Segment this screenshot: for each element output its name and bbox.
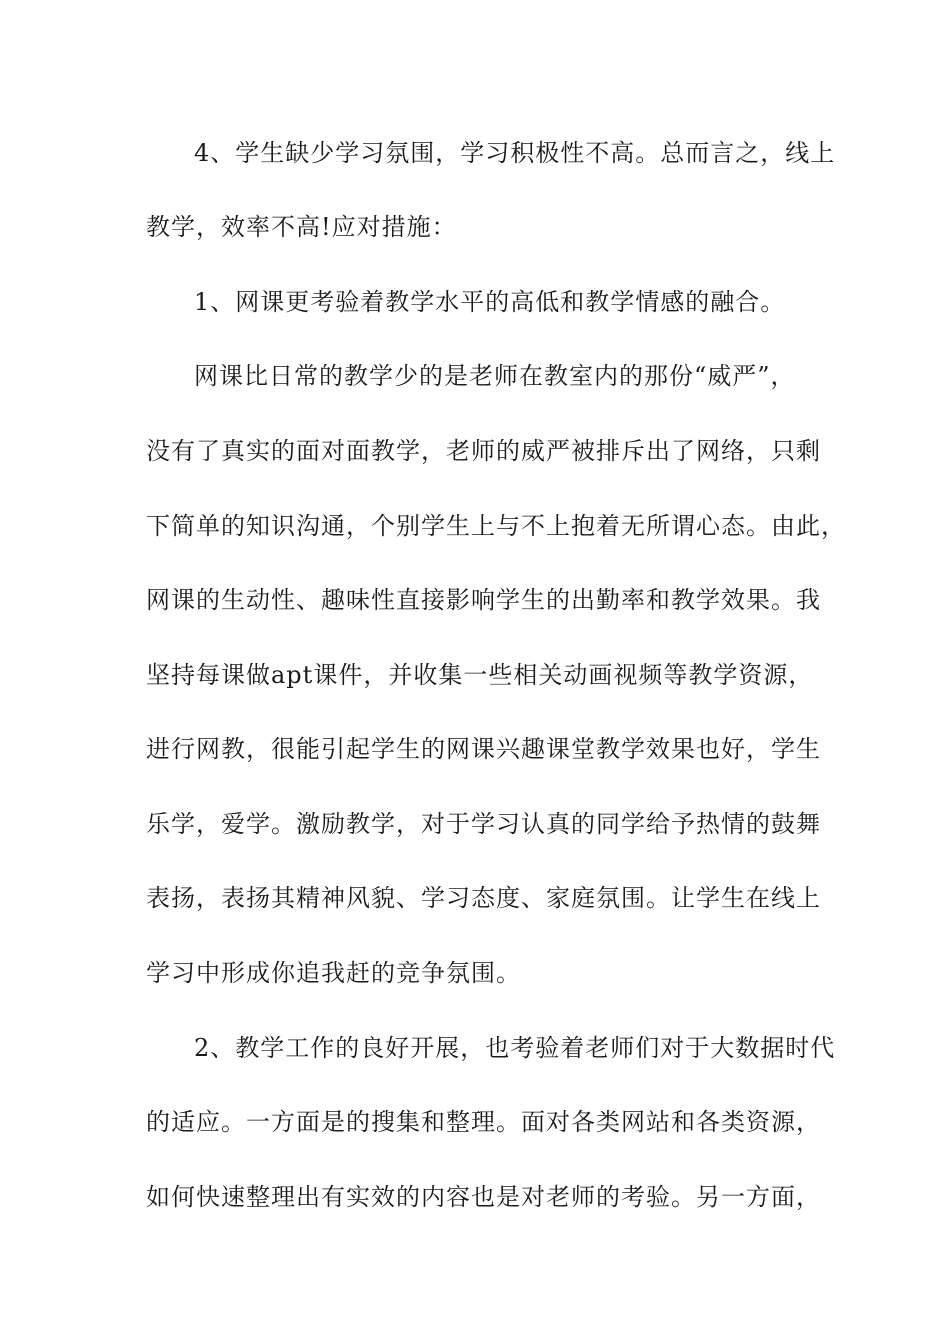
text-line: 表扬，表扬其精神风貌、学习态度、家庭氛围。让学生在线上 [146,884,821,912]
text-line: 下简单的知识沟通，个别学生上与不上抱着无所谓心态。由此， [146,512,846,540]
text-line: 坚持每课做apt课件，并收集一些相关动画视频等教学资源， [146,661,814,689]
text-line: 4、学生缺少学习氛围，学习积极性不高。总而言之，线上 [194,139,836,167]
text-line: 2、教学工作的良好开展，也考验着老师们对于大数据时代 [194,1034,836,1062]
text-line: 网课比日常的教学少的是老师在教室内的那份“威严”， [194,362,796,390]
text-line: 1、网课更考验着教学水平的高低和教学情感的融合。 [194,288,786,316]
text-line: 教学，效率不高!应对措施： [146,213,457,241]
text-line: 没有了真实的面对面教学，老师的威严被排斥出了网络，只剩 [146,437,821,465]
text-line: 网课的生动性、趣味性直接影响学生的出勤率和教学效果。我 [146,586,821,614]
text-line: 学习中形成你追我赶的竞争氛围。 [146,959,521,987]
text-line: 如何快速整理出有实效的内容也是对老师的考验。另一方面， [146,1183,821,1211]
text-line: 的适应。一方面是的搜集和整理。面对各类网站和各类资源， [146,1108,821,1136]
text-line: 乐学，爱学。激励教学，对于学习认真的同学给予热情的鼓舞 [146,810,821,838]
text-line: 进行网教，很能引起学生的网课兴趣课堂教学效果也好，学生 [146,735,821,763]
